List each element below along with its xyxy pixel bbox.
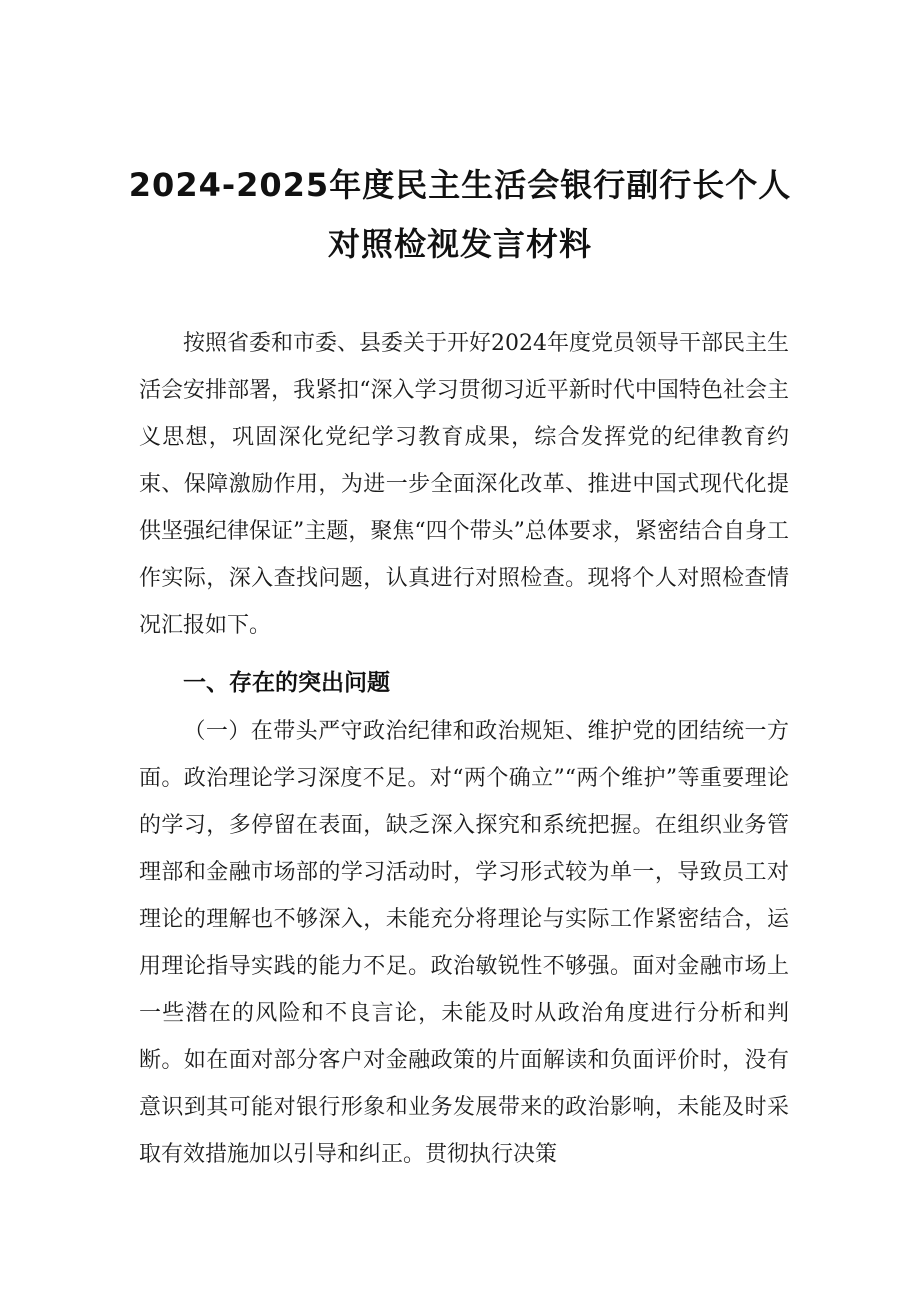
- intro-paragraph: [139, 320, 789, 649]
- document-title-line-1: 2024-2025年度民主生活会银行副行长个人: [128, 166, 792, 204]
- section-heading: 一、存在的突出问题: [183, 670, 390, 696]
- intro-paragraph-text: 按照省委和市委、县委关于开好2024年度党员领导干部民主生活会安排部署，我紧扣“深入学习贯彻习近平新时代中国特色社会主义思想，巩固深化党纪学习教育成果，综合发挥党的纪律教育约束、保障激励作用，为进一步全面深化改革、推进中国式现代化提供坚强纪律保证”主题，聚焦“四个带头”总体要求，紧密结合自身工作实际，深入查找问题，认真进行对照检查。现将个人对照检查情况汇报如下。: [139, 331, 789, 638]
- sub-section-paragraph: [139, 708, 789, 1178]
- sub-section-paragraph-text: （一）在带头严守政治纪律和政治规矩、维护党的团结统一方面。政治理论学习深度不足。对“两个确立”“两个维护”等重要理论的学习，多停留在表面，缺乏深入探究和系统把握。在组织业务管理部和金融市场部的学习活动时，学习形式较为单一，导致员工对理论的理解也不够深入，未能充分将理论与实际工作紧密结合，运用理论指导实践的能力不足。政治敏锐性不够强。面对金融市场上一些潜在的风险和不良言论，未能及时从政治角度进行分析和判断。如在面对部分客户对金融政策的片面解读和负面评价时，没有意识到其可能对银行形象和业务发展带来的政治影响，未能及时采取有效措施加以引导和纠正。贯彻执行决策: [139, 719, 789, 1167]
- document-title-line-2: 对照检视发言材料: [327, 225, 592, 263]
